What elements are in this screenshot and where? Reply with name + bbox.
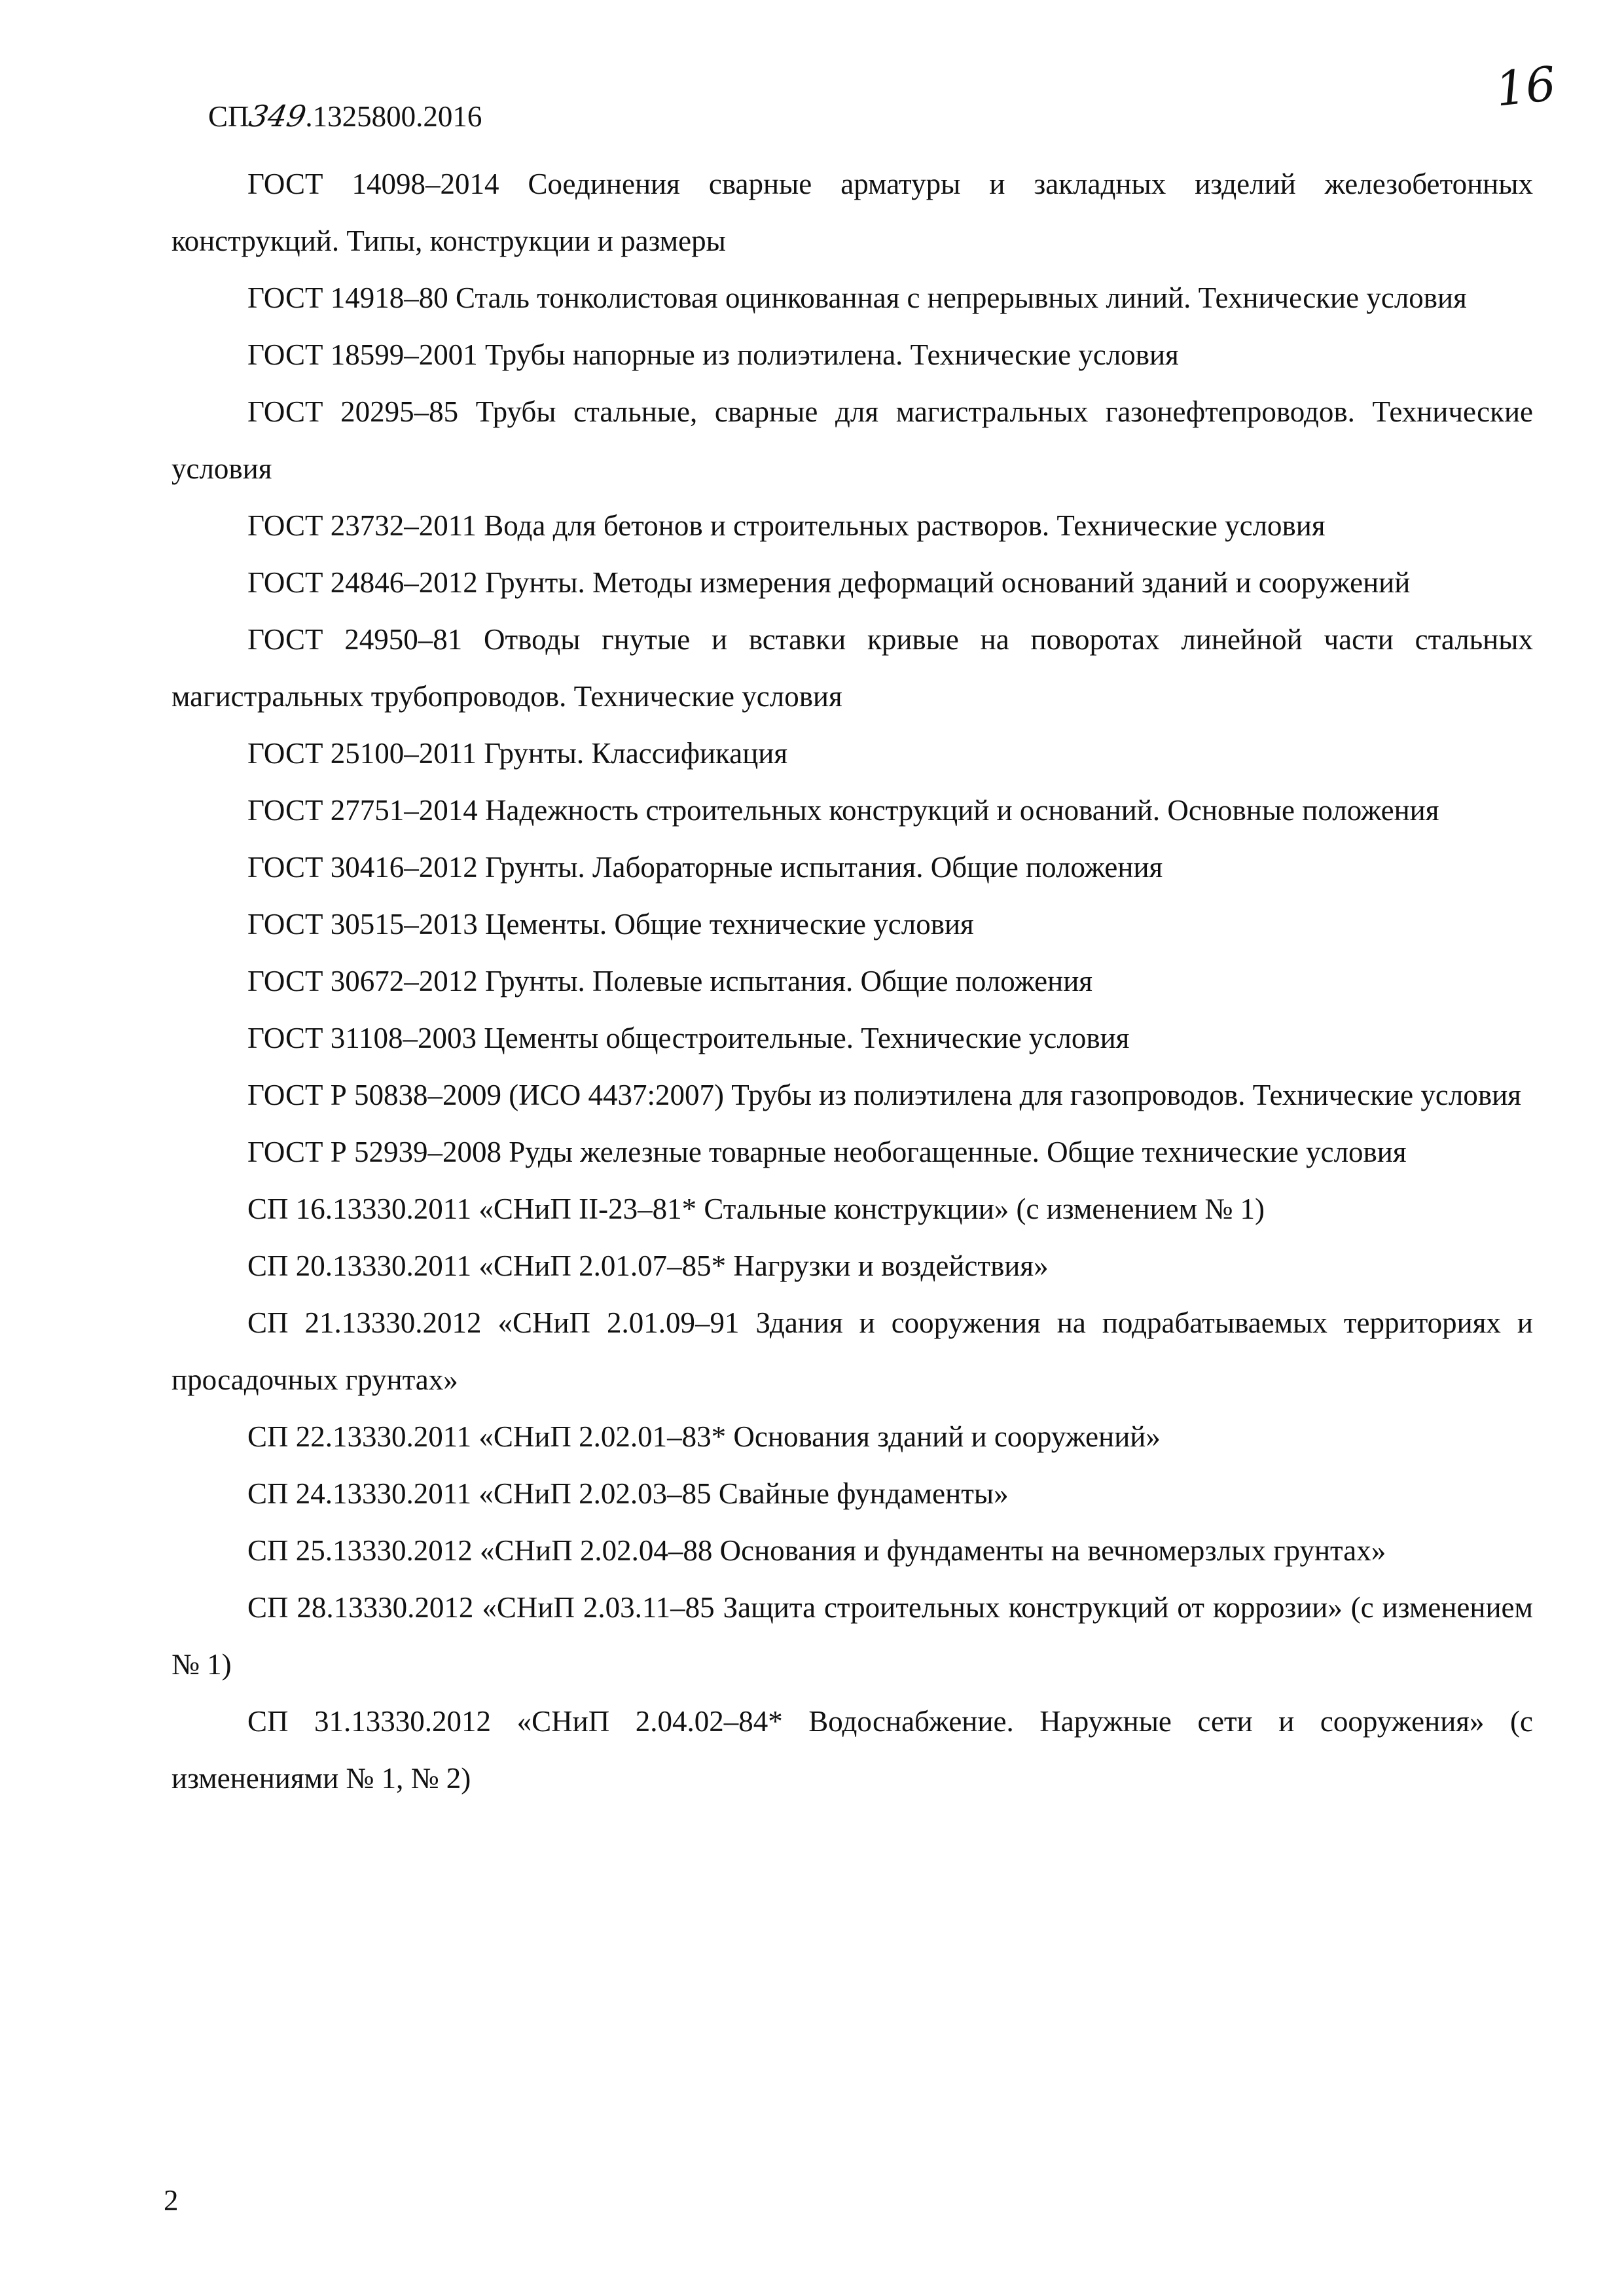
handwritten-number: 349 — [245, 99, 309, 134]
reference-entry: ГОСТ 31108–2003 Цементы общестроительные. Технические условия — [247, 1022, 1130, 1054]
reference-entry: ГОСТ 24950–81 Отводы гнутые и вставки кривые на поворотах линейной части стальных магистральных трубопроводов. Технические условия — [171, 623, 1533, 713]
reference-entry: ГОСТ 27751–2014 Надежность строительных конструкций и оснований. Основные положения — [247, 794, 1439, 827]
reference-entry: ГОСТ 30672–2012 Грунты. Полевые испытания. Общие положения — [247, 965, 1092, 997]
reference-entry: ГОСТ 20295–85 Трубы стальные, сварные для магистральных газонефтепроводов. Технические условия — [171, 395, 1533, 485]
reference-entry: СП 22.13330.2011 «СНиП 2.02.01–83* Основания зданий и сооружений» — [247, 1420, 1161, 1453]
reference-entry: СП 21.13330.2012 «СНиП 2.01.09–91 Здания и сооружения на подрабатываемых территориях и просадочных грунтах» — [171, 1306, 1533, 1396]
reference-entry: ГОСТ 14098–2014 Соединения сварные арматуры и закладных изделий железобетонных конструкций. Типы, конструкции и размеры — [171, 168, 1533, 257]
reference-entry: СП 28.13330.2012 «СНиП 2.03.11–85 Защита строительных конструкций от коррозии» (с изменением № 1) — [171, 1591, 1533, 1681]
reference-entry: ГОСТ 18599–2001 Трубы напорные из полиэтилена. Технические условия — [247, 338, 1179, 371]
reference-entry: СП 31.13330.2012 «СНиП 2.04.02–84* Водоснабжение. Наружные сети и сооружения» (с изменениями № 1, № 2) — [171, 1705, 1533, 1795]
reference-entry: СП 24.13330.2011 «СНиП 2.02.03–85 Свайные фундаменты» — [247, 1477, 1009, 1510]
references-list — [171, 156, 1533, 1807]
document-code-prefix: СП — [208, 100, 249, 133]
reference-entry: ГОСТ 25100–2011 Грунты. Классификация — [247, 737, 788, 770]
reference-entry: ГОСТ 30416–2012 Грунты. Лабораторные испытания. Общие положения — [247, 851, 1163, 884]
reference-entry: ГОСТ 30515–2013 Цементы. Общие технические условия — [247, 908, 974, 941]
reference-entry: ГОСТ 23732–2011 Вода для бетонов и строительных растворов. Технические условия — [247, 509, 1326, 542]
reference-entry: ГОСТ 24846–2012 Грунты. Методы измерения деформаций оснований зданий и сооружений — [247, 566, 1411, 599]
reference-entry: СП 25.13330.2012 «СНиП 2.02.04–88 Основания и фундаменты на вечномерзлых грунтах» — [247, 1534, 1386, 1567]
reference-entry: ГОСТ 14918–80 Сталь тонколистовая оцинкованная с непрерывных линий. Технические условия — [247, 281, 1467, 314]
reference-entry: ГОСТ Р 52939–2008 Руды железные товарные необогащенные. Общие технические условия — [247, 1136, 1407, 1168]
reference-entry: СП 20.13330.2011 «СНиП 2.01.07–85* Нагрузки и воздействия» — [247, 1249, 1049, 1282]
handwritten-page-mark: 16 — [1492, 56, 1559, 117]
document-code — [208, 97, 482, 136]
page-number: 2 — [164, 2184, 179, 2217]
document-code-suffix: .1325800.2016 — [305, 100, 482, 133]
reference-entry: ГОСТ Р 50838–2009 (ИСО 4437:2007) Трубы из полиэтилена для газопроводов. Технические условия — [247, 1079, 1521, 1111]
reference-entry: СП 16.13330.2011 «СНиП II-23–81* Стальные конструкции» (с изменением № 1) — [247, 1193, 1265, 1225]
